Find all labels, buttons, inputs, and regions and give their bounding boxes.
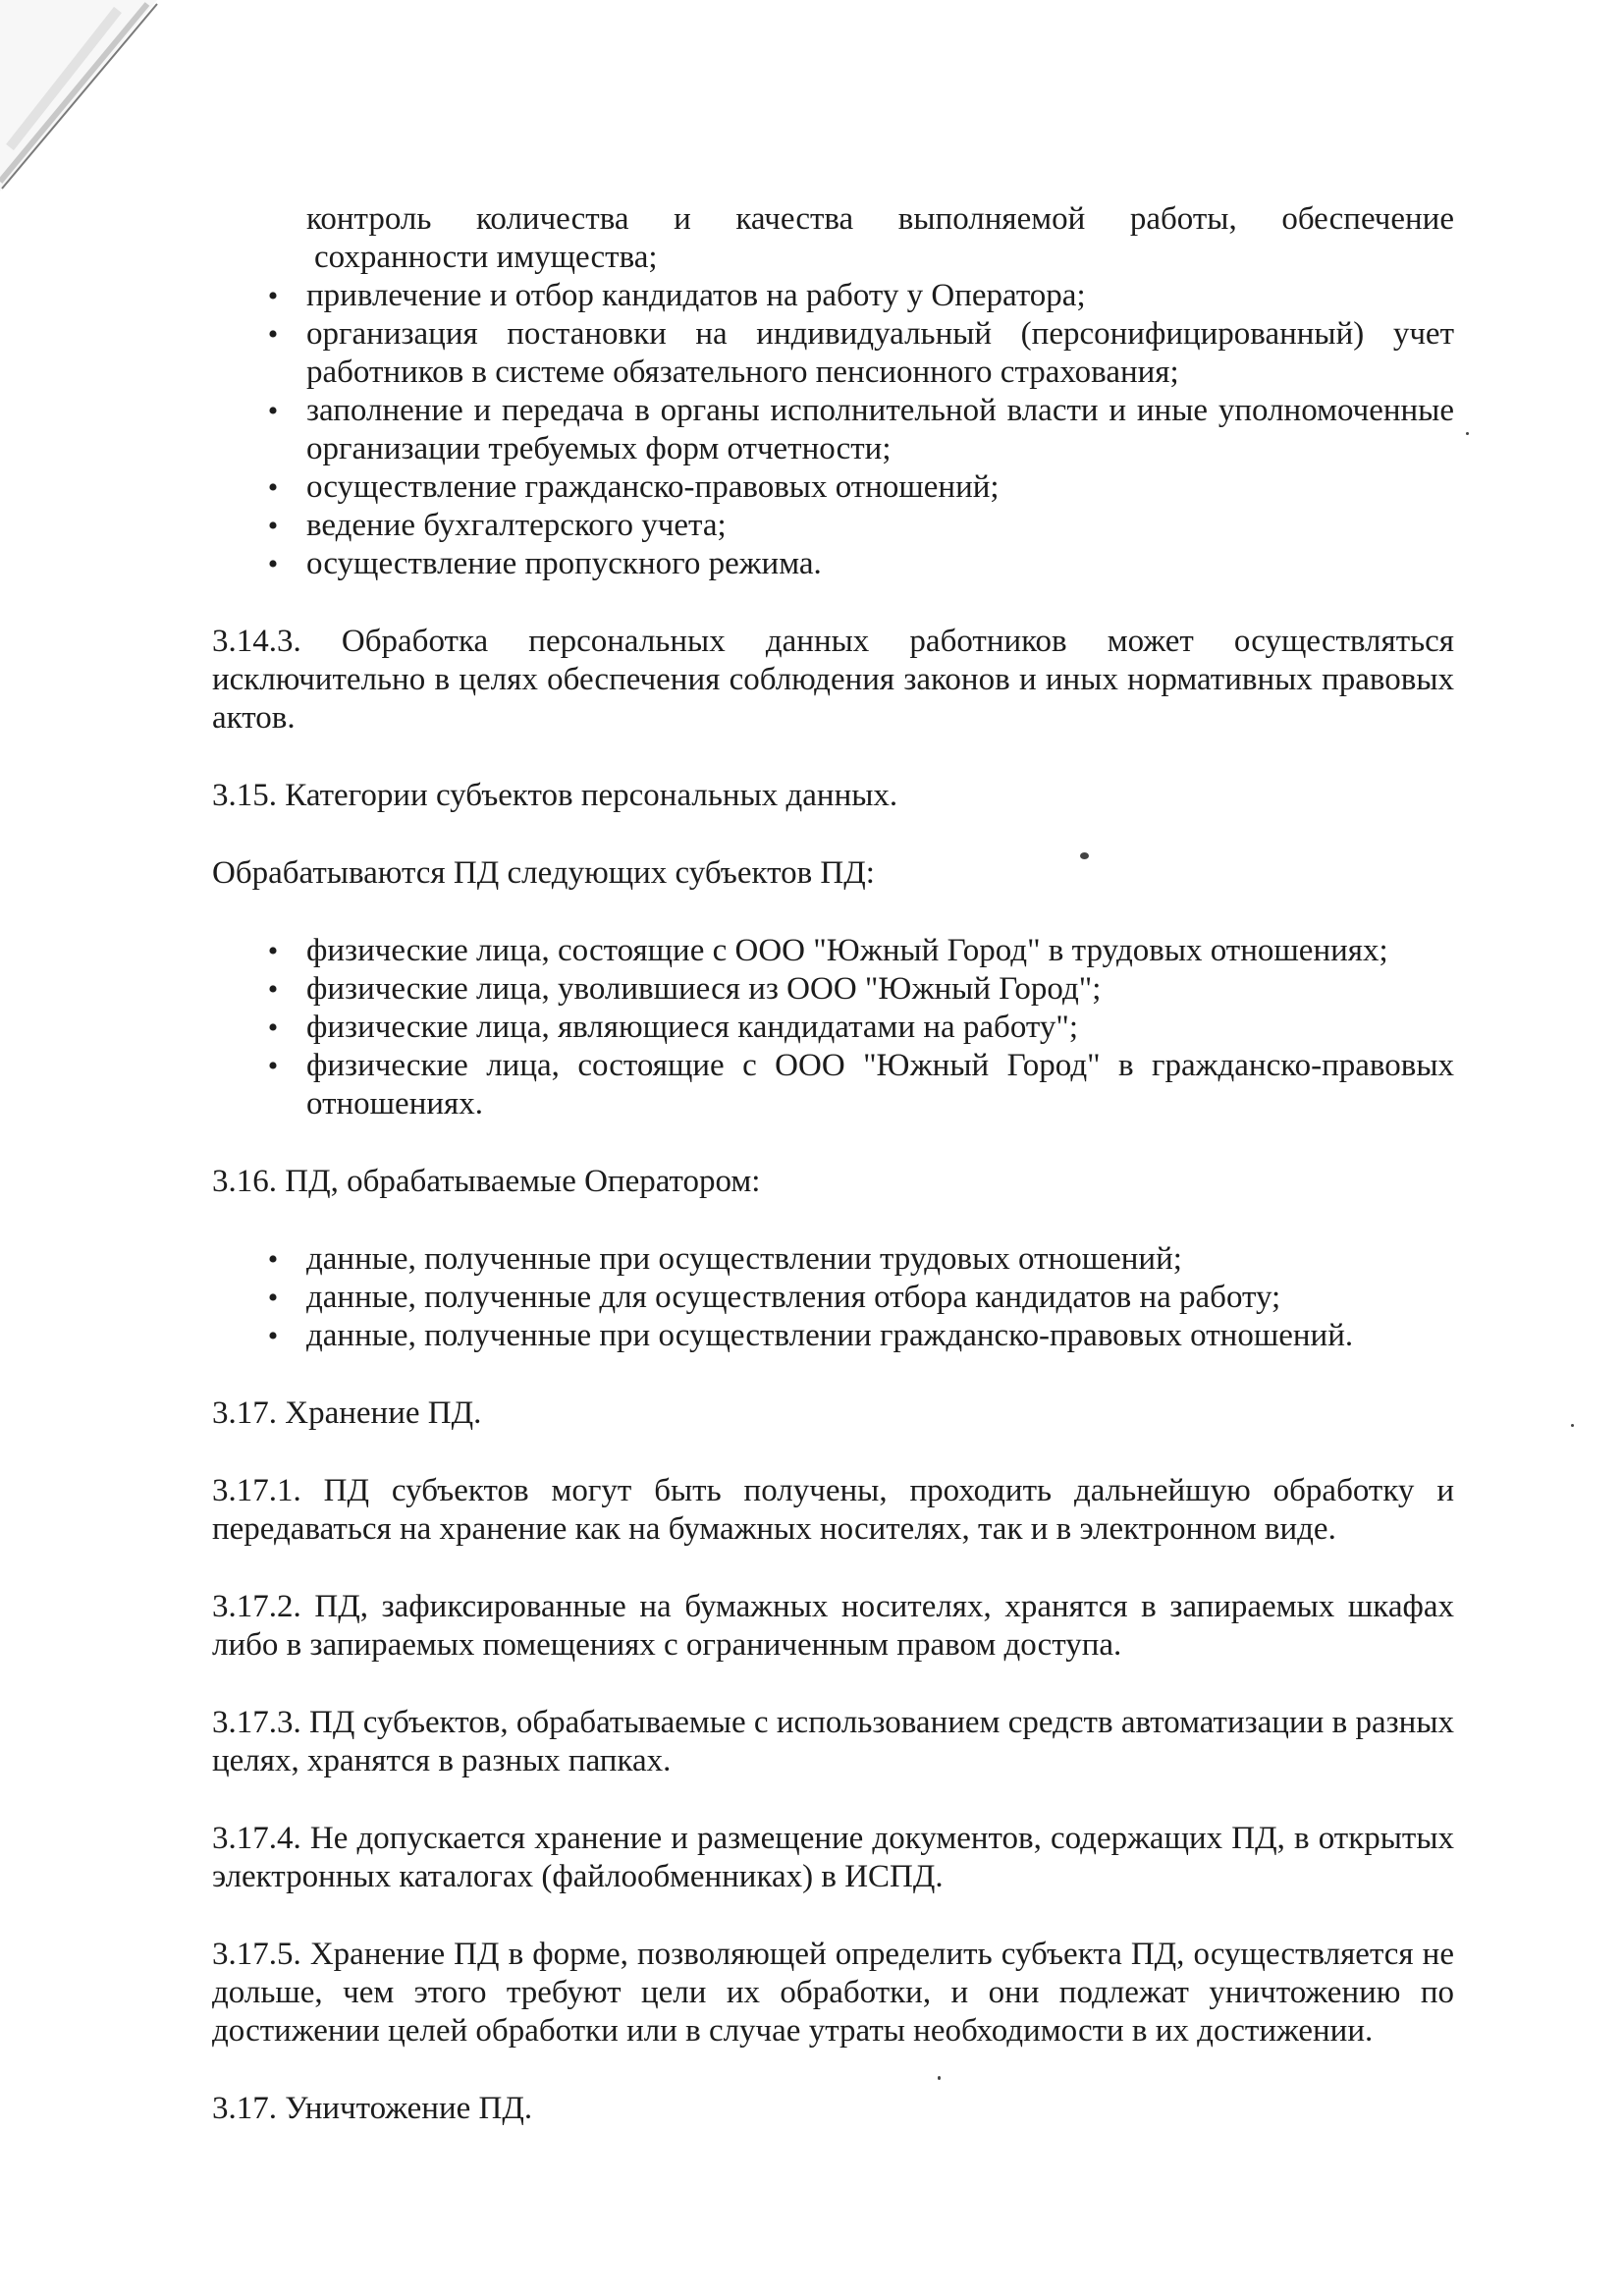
bullet-icon bbox=[263, 1317, 283, 1355]
list-item: • ведение бухгалтерского учета; bbox=[212, 507, 1454, 545]
purposes-list bbox=[212, 277, 1454, 583]
bullet-icon bbox=[263, 970, 283, 1009]
paragraph-3-17-3: 3.17.3. ПД субъектов, обрабатываемые с использованием средств автоматизации в разных целях, хранятся в разных папках. bbox=[212, 1705, 1454, 1778]
scan-speck bbox=[1466, 432, 1469, 435]
bullet-icon bbox=[263, 1279, 283, 1317]
document-body bbox=[212, 200, 1454, 2128]
list-item: • данные, полученные для осуществления отбора кандидатов на работу; bbox=[212, 1279, 1454, 1317]
bullet-icon bbox=[263, 545, 283, 583]
bullet-icon bbox=[263, 1009, 283, 1047]
bullet-icon bbox=[263, 468, 283, 507]
bullet-icon bbox=[263, 315, 283, 354]
paragraph-3-16: 3.16. ПД, обрабатываемые Оператором: bbox=[212, 1164, 761, 1199]
scan-speck bbox=[1571, 1424, 1574, 1427]
paragraph-3-17-4: 3.17.4. Не допускается хранение и размещение документов, содержащих ПД, в открытых электронных каталогах (файлообменниках) в ИСПД. bbox=[212, 1821, 1454, 1894]
list-item: • физические лица, состоящие с ООО "Южный Город" в трудовых отношениях; bbox=[212, 932, 1454, 970]
page-corner-fold bbox=[0, 0, 167, 196]
subjects-list bbox=[212, 932, 1454, 1123]
paragraph-3-17-5: 3.17.5. Хранение ПД в форме, позволяющей определить субъекта ПД, осуществляется не дольше, чем этого требуют цели их обработки, и они подлежат уничтожению по достижении целей обработки или в случае утраты необходимости в их достижении. bbox=[212, 1937, 1454, 2049]
list-item: • физические лица, являющиеся кандидатами на работу"; bbox=[212, 1009, 1454, 1047]
paragraph-3-17-1: 3.17.1. ПД субъектов могут быть получены, проходить дальнейшую обработку и передаваться на хранение как на бумажных носителях, так и в электронном виде. bbox=[212, 1473, 1454, 1547]
list-item: • осуществление гражданско-правовых отношений; bbox=[212, 468, 1454, 507]
list-item: • организация постановки на индивидуальный (персонифицированный) учет работников в системе обязательного пенсионного страхования; bbox=[212, 315, 1454, 392]
paragraph-3-14-3: 3.14.3. Обработка персональных данных работников может осуществляться исключительно в целях обеспечения соблюдения законов и иных нормативных правовых актов. bbox=[212, 624, 1454, 736]
paragraph-3-17-destruction: 3.17. Уничтожение ПД. bbox=[212, 2091, 533, 2126]
list-item: • данные, полученные при осуществлении гражданско-правовых отношений. bbox=[212, 1317, 1454, 1355]
bullet-icon bbox=[263, 392, 283, 430]
list-continuation-line: контроль количества и качества выполняемой работы, обеспечение bbox=[306, 201, 1454, 237]
list-item: • заполнение и передача в органы исполнительной власти и иные уполномоченные организации требуемых форм отчетности; bbox=[212, 392, 1454, 468]
bullet-icon bbox=[263, 1047, 283, 1085]
list-item: • физические лица, состоящие с ООО "Южный Город" в гражданско-правовых отношениях. bbox=[212, 1047, 1454, 1123]
list-item: • данные, полученные при осуществлении трудовых отношений; bbox=[212, 1240, 1454, 1279]
list-item: • физические лица, уволившиеся из ООО "Южный Город"; bbox=[212, 970, 1454, 1009]
paragraph-3-15: 3.15. Категории субъектов персональных данных. bbox=[212, 778, 898, 813]
bullet-icon bbox=[263, 507, 283, 545]
paragraph-3-17-2: 3.17.2. ПД, зафиксированные на бумажных носителях, хранятся в запираемых шкафах либо в запираемых помещениях с ограниченным правом доступа. bbox=[212, 1589, 1454, 1663]
list-item: • осуществление пропускного режима. bbox=[212, 545, 1454, 583]
paragraph-3-17: 3.17. Хранение ПД. bbox=[212, 1395, 482, 1431]
list-continuation-line: сохранности имущества; bbox=[314, 240, 658, 275]
bullet-icon bbox=[263, 932, 283, 970]
subjects-intro: Обрабатываются ПД следующих субъектов ПД: bbox=[212, 855, 875, 891]
data-types-list bbox=[212, 1240, 1454, 1355]
bullet-icon bbox=[263, 277, 283, 315]
bullet-icon bbox=[263, 1240, 283, 1279]
list-item: • привлечение и отбор кандидатов на работу у Оператора; bbox=[212, 277, 1454, 315]
